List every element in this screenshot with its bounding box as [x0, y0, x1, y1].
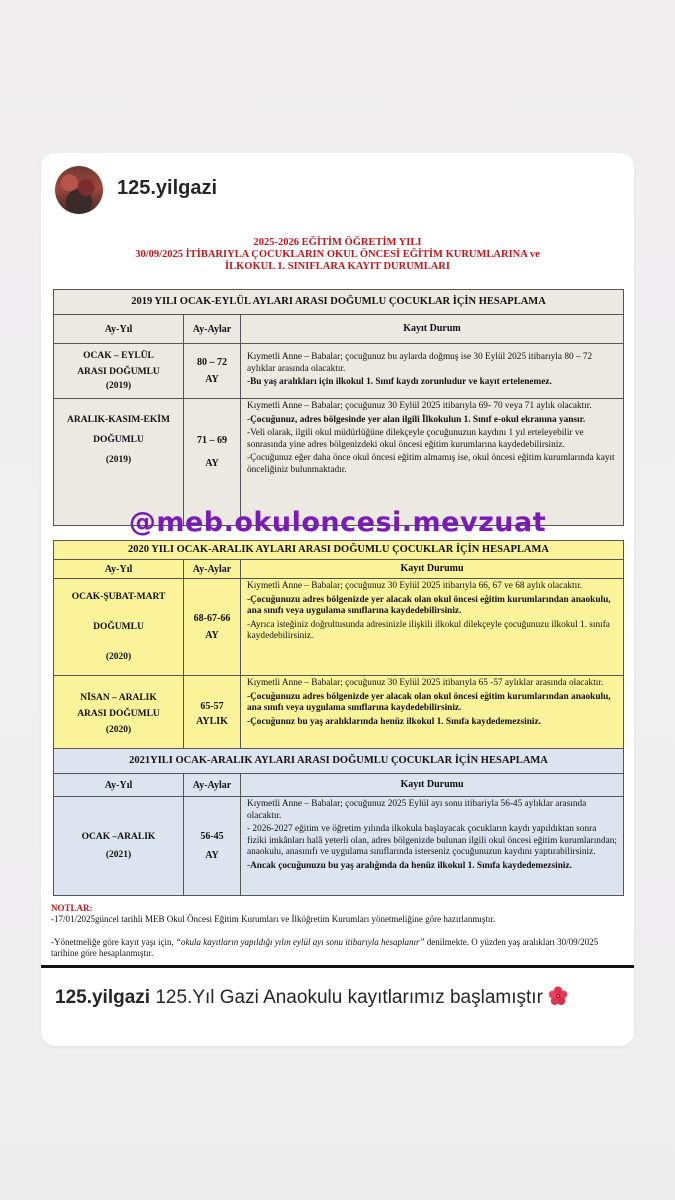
col-header-ay-aylar: Ay-Aylar: [184, 774, 241, 796]
col-header-kayit: Kayıt Durumu: [400, 563, 464, 575]
months-unit: AY: [205, 630, 219, 641]
row-months: [184, 676, 241, 752]
period-line: ARALIK-KASIM-EKİM: [67, 415, 170, 425]
status-text: -Çocuğunuz, adres bölgesinde yer alan ilgili İlkokulun 1. Sınıf e-okul ekranına yansır.: [247, 414, 586, 425]
col-header-ay-yil: Ay-Yıl: [54, 560, 184, 578]
post-username[interactable]: 125.yilgazi: [117, 177, 218, 199]
document-title: [47, 227, 628, 273]
table-2021: [53, 748, 624, 896]
period-year: (2019): [105, 381, 132, 391]
months-unit: AY: [205, 458, 219, 469]
period-line: NİSAN – ARALIK: [80, 693, 157, 703]
status-text: -Çocuğunuzu adres bölgenizde yer alacak olan okul öncesi eğitim kurumlarından anaokulu, ana sınıfı veya uygulama sınıflarına kaydedebilirsiniz.: [247, 691, 611, 713]
status-text: -Çocuğunuz eğer daha önce okul öncesi eğitim almamış ise, okul öncesi eğitim kurumlarında kayıt önceliğiniz bulunmaktadır.: [247, 453, 615, 475]
note-2-quote: “okula kayıtların yapıldığı yılın eylül ayı sonu itibarıyla hesaplanır”: [175, 937, 425, 947]
post-card: [41, 153, 634, 1046]
col-header-kayit: Kayıt Durumu: [400, 779, 464, 791]
row-months: [184, 579, 241, 675]
status-text: -Ancak çocuğunuzu bu yaş aralığında da henüz ilkokul 1. Sınıfa kaydedemezsiniz.: [247, 860, 572, 871]
table-row: [54, 344, 623, 399]
period-line: DOĞUMLU: [93, 435, 144, 445]
row-months: [184, 797, 241, 895]
months-value: 80 – 72: [197, 357, 227, 368]
avatar[interactable]: [55, 166, 103, 214]
period-year: (2020): [105, 725, 132, 735]
period-line: OCAK – EYLÜL: [83, 351, 154, 361]
status-text: -Ayrıca isteğiniz doğrultusunda adresinizle ilişkili ilkokul dilekçeyle çocuğunuzu ilkokul 1. sınıfa kaydedebilirsiniz.: [247, 619, 610, 641]
months-unit: AYLIK: [196, 716, 228, 727]
status-text: Kıymetli Anne – Babalar; çocuğunuz 2025 Eylül ayı sonu itibariyla 56-45 aylıklar arasında olacaktır.: [247, 799, 587, 821]
row-period: [54, 797, 184, 895]
table-2020: [53, 540, 624, 753]
status-text: -Bu yaş aralıkları için ilkokul 1. Sınıf kaydı zorunludur ve kayıt ertelenemez.: [247, 377, 552, 387]
period-line: ARASI DOĞUMLU: [77, 709, 160, 719]
row-period: [54, 579, 184, 675]
months-value: 65-57: [200, 701, 224, 712]
status-text: Kıymetli Anne – Babalar; çocuğunuz 30 Eylül 2025 itibarıyla 66, 67 ve 68 aylık olacaktır.: [247, 581, 583, 591]
col-header-ay-aylar: Ay-Aylar: [184, 560, 241, 578]
row-status: [241, 676, 623, 752]
table-row: [54, 676, 623, 752]
notes-label: NOTLAR:: [51, 903, 93, 913]
col-header-ay-yil: Ay-Yıl: [54, 315, 184, 343]
post-caption: [55, 985, 620, 1011]
row-period: [54, 344, 184, 398]
period-line: ARASI DOĞUMLU: [77, 367, 160, 377]
months-value: 56-45: [200, 831, 224, 842]
table-header-row: [54, 560, 623, 579]
section-heading-2020: 2020 YILI OCAK-ARALIK AYLARI ARASI DOĞUMLU ÇOCUKLAR İÇİN HESAPLAMA: [54, 541, 623, 560]
period-year: (2021): [105, 850, 132, 860]
status-text: Kıymetli Anne – Babalar; çocuğunuz 30 Eylül 2025 itibarıyla 69- 70 veya 71 aylık olacaktır.: [247, 401, 592, 411]
status-text: -Çocuğunuzu adres bölgenizde yer alacak olan okul öncesi eğitim kurumlarından anaokulu, ana sınıfı veya uygulama sınıflarına kaydedebilirsiniz.: [247, 594, 611, 616]
row-status: [241, 344, 623, 398]
table-header-row: [54, 774, 623, 797]
note-2-start: -Yönetmeliğe göre kayıt yaşı için,: [51, 937, 176, 947]
table-header-row: [54, 315, 623, 344]
status-text: Kıymetli Anne – Babalar; çocuğunuz 30 Eylül 2025 itibarıyla 65 -57 aylıklar arasında olacaktır.: [247, 678, 604, 688]
months-value: 71 – 69: [197, 435, 227, 446]
hibiscus-icon: [548, 986, 568, 1006]
title-line-3: İLKOKUL 1. SINIFLARA KAYIT DURUMLARI: [225, 261, 450, 272]
note-2-end: denilmekte. O yüzden yaş aralıkları 30/09/2025 tarihine göre hesaplanmıştır.: [51, 937, 599, 958]
post-image-document: [47, 227, 628, 965]
note-1: -17/01/2025güncel tarihli MEB Okul Öncesi Eğitim Kurumları ve İlköğretim Kurumları yönetmeliğine göre hazırlanmıştır.: [51, 914, 496, 924]
title-line-1: 2025-2026 EĞİTİM ÖĞRETİM YILI: [253, 237, 422, 248]
status-text: - 2026-2027 eğitim ve öğretim yılında ilkokula başlayacak çocukların kaydı yapıldıktan sonra fiziki imkânları halâ yeterli olan, adres bölgenizde bulunan ilgili okul öncesi eğitim kurumlarından; anaokulu, anasınıfı ve uygulama sınıflarında isterseniz çocuğunuzun kaydını yaptırabilirsiniz.: [247, 824, 617, 857]
row-status: [241, 579, 623, 675]
months-unit: AY: [205, 374, 219, 385]
col-header-ay-yil: Ay-Yıl: [54, 774, 184, 796]
row-status: [241, 797, 623, 895]
image-divider: [41, 965, 634, 968]
col-header-ay-aylar: Ay-Aylar: [184, 315, 241, 343]
status-text: -Veli olarak, ilgili okul müdürlüğüne dilekçeyle çocuğunuzun kaydını 1 yıl erteleyebilir ve sonrasında yine adres bölgenizdeki okul öncesi eğitim kurumlarına kaydedebilirsiniz.: [247, 428, 584, 450]
section-heading-2021: 2021YILI OCAK-ARALIK AYLARI ARASI DOĞUMLU ÇOCUKLAR İÇİN HESAPLAMA: [54, 749, 623, 774]
post-header: [41, 153, 634, 227]
watermark-text: @meb.okuloncesi.mevzuat: [128, 507, 547, 538]
period-year: (2019): [105, 455, 132, 465]
status-text: -Çocuğunuz bu yaş aralıklarında henüz ilkokul 1. Sınıfa kaydedemezsiniz.: [247, 716, 541, 727]
col-header-kayit: Kayıt Durum: [403, 323, 461, 335]
caption-username[interactable]: 125.yilgazi: [55, 987, 151, 1008]
status-text: Kıymetli Anne – Babalar; çocuğunuz bu aylarda doğmuş ise 30 Eylül 2025 itibarıyla 80 – 72 aylıklar arasında olacaktır.: [247, 352, 593, 374]
period-line: OCAK-ŞUBAT-MART: [71, 592, 166, 602]
table-row: [54, 797, 623, 895]
title-line-2: 30/09/2025 İTİBARIYLA ÇOCUKLARIN OKUL ÖNCESİ EĞİTİM KURUMLARINA ve: [135, 249, 540, 260]
months-unit: AY: [205, 850, 219, 861]
document-notes: [51, 903, 624, 959]
months-value: 68-67-66: [193, 613, 231, 624]
caption-text: 125.Yıl Gazi Anaokulu kayıtlarımız başlamıştır: [155, 987, 543, 1008]
note-2: [51, 937, 624, 959]
period-line: DOĞUMLU: [93, 622, 144, 632]
table-row: [54, 579, 623, 676]
table-2019: [53, 289, 624, 526]
row-period: [54, 676, 184, 752]
section-heading-2019: 2019 YILI OCAK-EYLÜL AYLARI ARASI DOĞUMLU ÇOCUKLAR İÇİN HESAPLAMA: [54, 290, 623, 315]
period-year: (2020): [105, 652, 132, 662]
row-months: [184, 344, 241, 398]
period-line: OCAK –ARALIK: [81, 832, 156, 842]
